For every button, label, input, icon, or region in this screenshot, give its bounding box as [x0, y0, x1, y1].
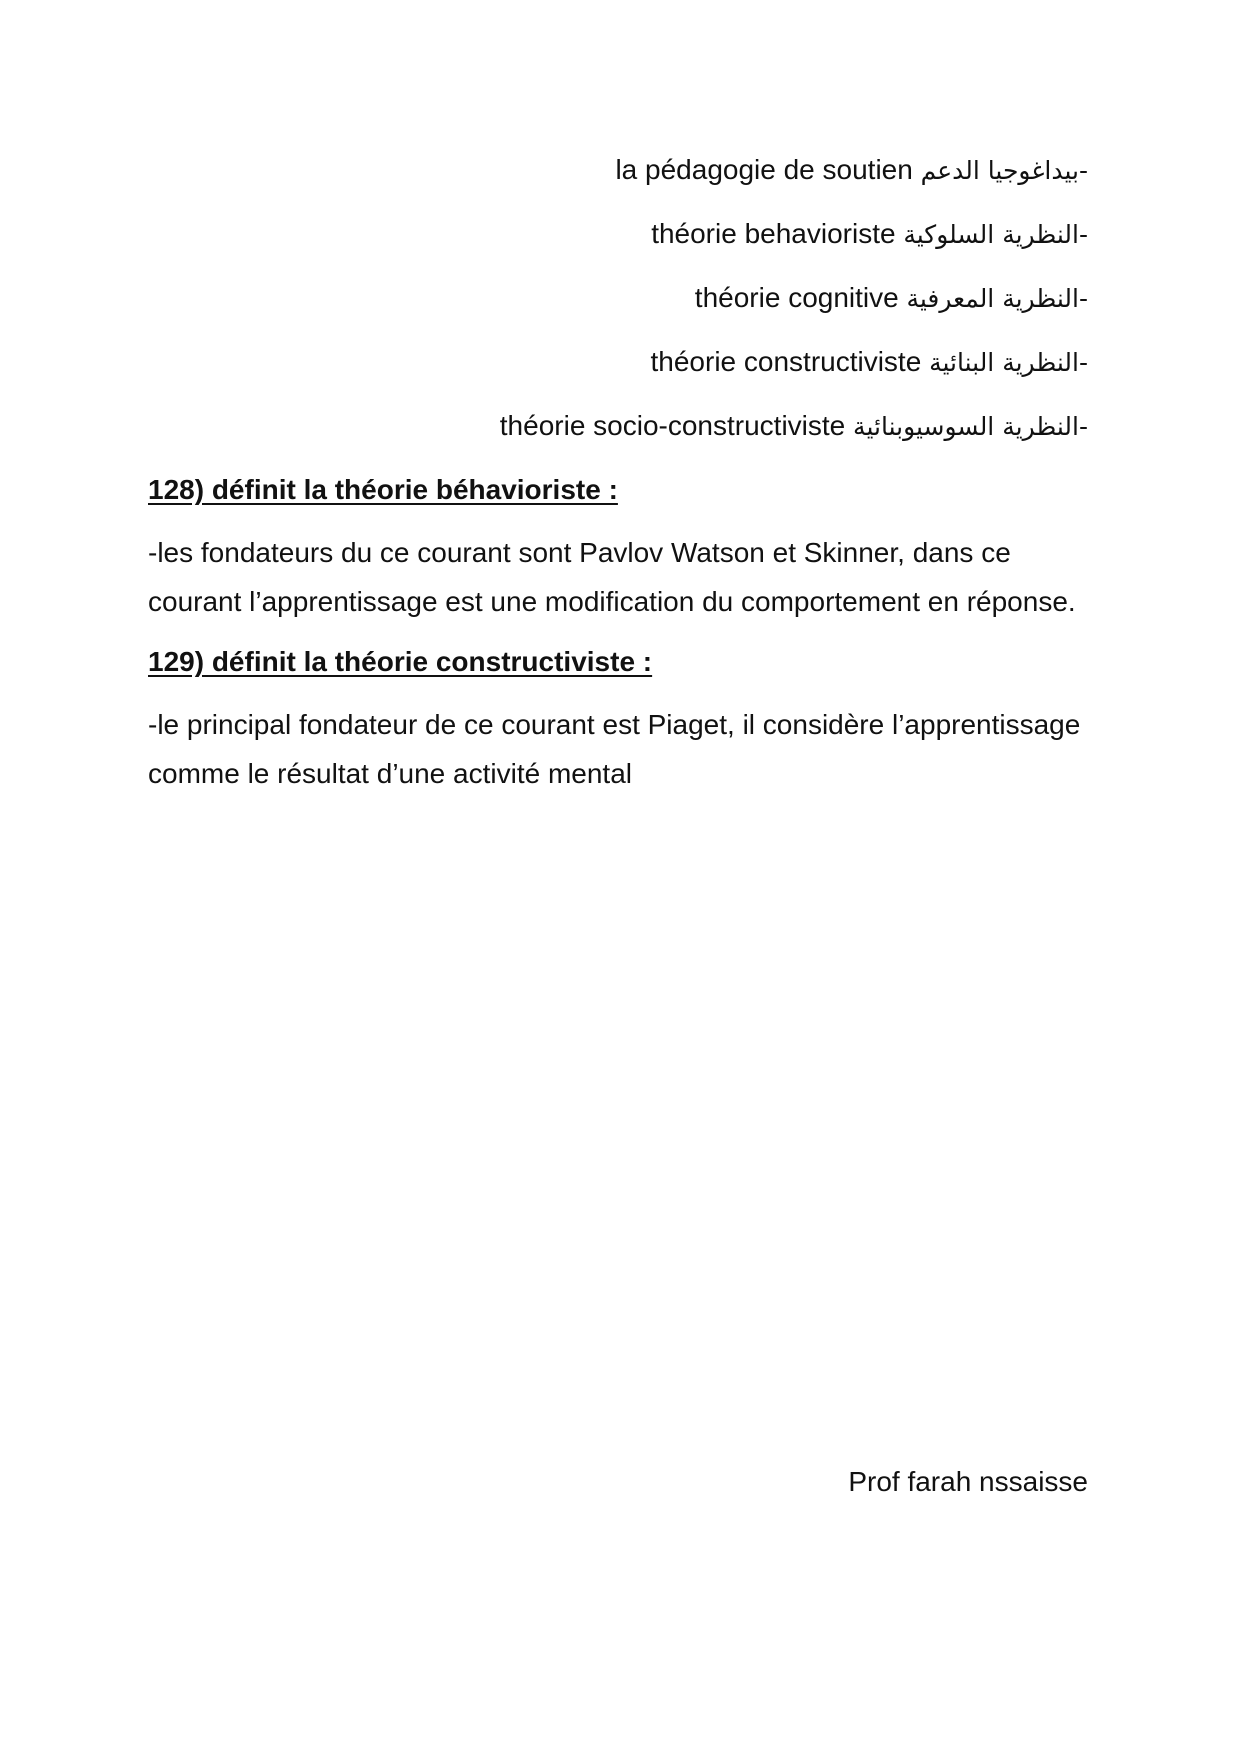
term-arabic: -النظرية البنائية — [929, 348, 1088, 377]
term-line — [148, 342, 1088, 382]
term-arabic: -النظرية المعرفية — [906, 284, 1088, 313]
term-french: la pédagogie de soutien — [615, 154, 913, 185]
question-128-answer: -les fondateurs du ce courant sont Pavlov Watson et Skinner, dans ce courant l’apprentissage est une modification du comportement en réponse. — [148, 537, 1076, 617]
term-french: théorie constructiviste — [650, 346, 922, 377]
term-arabic: -النظرية السوسيوبنائية — [853, 412, 1088, 441]
author-signature: Prof farah nssaisse — [848, 1466, 1088, 1497]
term-french: théorie cognitive — [694, 282, 899, 313]
term-french: théorie behavioriste — [651, 218, 896, 249]
question-129-title: 129) définit la théorie constructiviste : — [148, 646, 653, 677]
question-128-title: 128) définit la théorie béhavioriste : — [148, 474, 618, 505]
term-arabic: -النظرية السلوكية — [903, 220, 1088, 249]
term-line — [148, 406, 1088, 446]
question-129-answer: -le principal fondateur de ce courant est Piaget, il considère l’apprentissage comme le résultat d’une activité mental — [148, 709, 1081, 789]
term-arabic: -بيداغوجيا الدعم — [920, 156, 1088, 185]
term-french: théorie socio-constructiviste — [499, 410, 846, 441]
term-line — [148, 278, 1088, 318]
term-line — [148, 150, 1088, 190]
term-line — [148, 214, 1088, 254]
document-content — [148, 150, 1088, 814]
